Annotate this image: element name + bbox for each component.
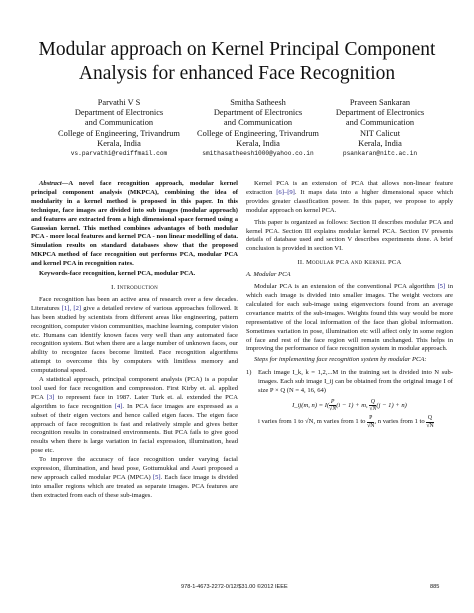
author-dept: Department of Electronics: [213, 108, 303, 118]
author-name: Parvathi V S: [97, 98, 141, 107]
citation-link[interactable]: [3]: [46, 393, 55, 401]
citation-link[interactable]: [6]–[9]: [276, 188, 295, 196]
paragraph-intro-2: [31, 376, 238, 456]
author-email[interactable]: smithasatheesh1000@yahoo.co.in: [202, 150, 314, 158]
paper-title: Modular approach on Kernel Principal Component Analysis for enhanced Face Recognition: [38, 39, 436, 84]
range-text-n: n varies from 1 to: [377, 418, 425, 426]
text-run: Modular PCA is an extension of the conventional PCA algorithm: [254, 283, 438, 291]
text-run: Face recognition has been an active area of research over a few decades. Literatures: [31, 295, 238, 312]
citation-link[interactable]: [5]: [437, 283, 446, 291]
equation-lhs: I_ij(m, n) = I(: [292, 402, 330, 410]
list-number: 1): [246, 369, 252, 377]
author-email[interactable]: vs.parvathi@rediffmail.com: [70, 150, 168, 158]
text-run: in which each image is divided into smaller images. The weight vectors are calculated for each sub-image using eigenvectors found from an average covariance matrix of the sub-images. Weights found this way would be more representative of the local information of the face than global information. Sometimes variation in pose, illumination etc will affect only in some region of face and rest of the face region will remain unchanged. This helps in improving the performance of face recognition system in modular approach.: [246, 283, 453, 353]
fraction-denominator: √N: [367, 422, 375, 429]
section-heading-modular-kernel: II. Modular PCA and Kernel PCA: [297, 259, 402, 267]
author-dept: Department of Electronics: [335, 108, 425, 118]
citation-link[interactable]: [4]: [114, 402, 123, 410]
steps-heading: Steps for implementing face recognition system by modular PCA:: [254, 356, 427, 364]
copyright-line: 978-1-4673-2272-0/12/$31.00 ©2012 IEEE: [181, 584, 288, 590]
right-column: [246, 180, 453, 429]
citation-link[interactable]: [1], [2]: [61, 304, 82, 312]
text-run: to represent face in 1987. Later Turk et. al. extended the PCA algorithm to face recognition: [31, 393, 238, 410]
text-run: . Each face image is divided into smaller regions which are treated as separate images. PCA features are then extracted from each of these sub-images.: [31, 474, 238, 499]
abstract: [31, 180, 238, 269]
fraction-p: [367, 415, 374, 428]
author-institution: College of Engineering, Trivandrum: [197, 128, 319, 138]
author-name: Praveen Sankaran: [349, 98, 411, 107]
paragraph-intro-1: [31, 296, 238, 376]
left-column: [31, 180, 238, 501]
paragraph-kernel-pca: [246, 180, 453, 216]
equation-end: (j − 1) + n): [376, 402, 407, 410]
fraction-numerator: Q: [427, 415, 433, 422]
equation-range-note: i varies from 1 to √N, m varies from 1 to $\frac{P}{√N}$ , n varies from 1 to $\frac{Q}{√N}$: [258, 415, 434, 429]
paragraph-modular-pca: [246, 283, 453, 354]
author-institution: NIT Calicut: [359, 128, 401, 138]
author-block-3: [305, 98, 455, 159]
list-item: [246, 369, 453, 396]
author-location: Kerala, India: [236, 138, 280, 148]
paragraph-intro-3: [31, 456, 238, 501]
page-number: 885: [430, 584, 440, 590]
author-location: Kerala, India: [358, 138, 402, 148]
fraction-denominator: √N: [329, 406, 337, 413]
equation-middle: (i − 1) + m,: [336, 402, 368, 410]
author-email[interactable]: psankaran@nitc.ac.in: [342, 150, 418, 158]
author-dept-2: and Communication: [345, 118, 415, 128]
text-run: give a detailed review of various approaches followed. It has been studied by scientists from different areas like engineering, pattern recognition, computer vision communities, machine learning, computer vision etc. Humans can identify known faces very well than any automated face recognition system. But when there are a large number of unknown faces, our ability to recognize faces become limited. Face recognition algorithms attempt to overcome this by computers with limitless memory and computational speed.: [31, 304, 238, 375]
fraction-numerator: P: [330, 398, 335, 405]
text-run: To improve the accuracy of face recognition under varying facial expression, illumination, and head pose, Gottumukkal and Asari proposed a new approach called modular PCA (MPCA): [31, 456, 238, 481]
abstract-label: Abstract: [39, 180, 62, 187]
author-block-1: [44, 98, 194, 159]
citation-link[interactable]: [5]: [152, 474, 161, 481]
fraction-numerator: Q: [370, 398, 375, 405]
author-dept-2: and Communication: [84, 118, 154, 128]
abstract-text: —A novel face recognition approach, modular kernel principal component analysis (MKPCA), combining the idea of modularity in a kernel method is proposed in this paper. In this technique, face images are divided into sub images (modular approach) and features are extracted from a high dimensional space formed using a Gaussian kernel. This method combines advantages of both modular PCA - more local features and kernel PCA - non linear modelling of data. Simulation results on standard databases show that the proposed MKPCA method of face recognition out performs PCA, modular PCA and kernel PCA in recognition rates.: [31, 180, 238, 268]
text-run: . It maps data into a higher dimensional space which provides greater classification power. In this paper, we propose to apply modular approach on kernel PCA.: [246, 188, 453, 214]
list-item-text: Each image I_k, k = 1,2,...M in the training set is divided into N sub-images. Each sub image I_ij can be obtained from the original image I of size P × Q (N = 4, 16, 64): [258, 369, 453, 395]
range-text-i: i varies from 1 to √N, m varies from 1 to: [258, 418, 366, 426]
text-run: . In PCA face images are expressed as a subset of their eigen vectors and hence called eigen faces. The eigen face approach of face recognition is fast and relatively simple and gives better recognition results in constrained environments. But PCA fails to give good results when there is large variation in facial expression, illumination, head pose etc.: [31, 402, 238, 455]
fraction-q: [426, 415, 433, 428]
author-location: Kerala, India: [97, 138, 141, 148]
fraction-denominator: √N: [369, 406, 377, 413]
equation-subimage: [246, 399, 453, 412]
subsection-heading-modular-pca: A. Modular PCA: [246, 271, 291, 279]
text-run: A statistical approach, principal component analysis (PCA) is a popular tool used for face recognition and compression. First Kirby et. al. applied PCA: [31, 376, 238, 401]
author-dept: Department of Electronics: [74, 108, 164, 118]
author-dept-2: and Communication: [223, 118, 293, 128]
keywords: Keywords-face recognition, kernel PCA, modular PCA.: [39, 270, 196, 278]
text-run: Kernel PCA is an extension of PCA that allows non-linear feature extraction: [246, 180, 453, 196]
author-name: Smitha Satheesh: [230, 98, 286, 107]
fraction-numerator: P: [367, 415, 374, 422]
section-heading-introduction: I. Introduction: [111, 283, 158, 291]
paragraph-organization: This paper is organized as follows: Section II describes modular PCA and kernel PCA. Section III explains modular kernel PCA. Section IV presents details of database used and section V describes experiments done. A brief conclusion is provided in section VI.: [246, 218, 453, 253]
fraction-denominator: √N: [426, 422, 434, 429]
author-institution: College of Engineering, Trivandrum: [58, 128, 180, 138]
